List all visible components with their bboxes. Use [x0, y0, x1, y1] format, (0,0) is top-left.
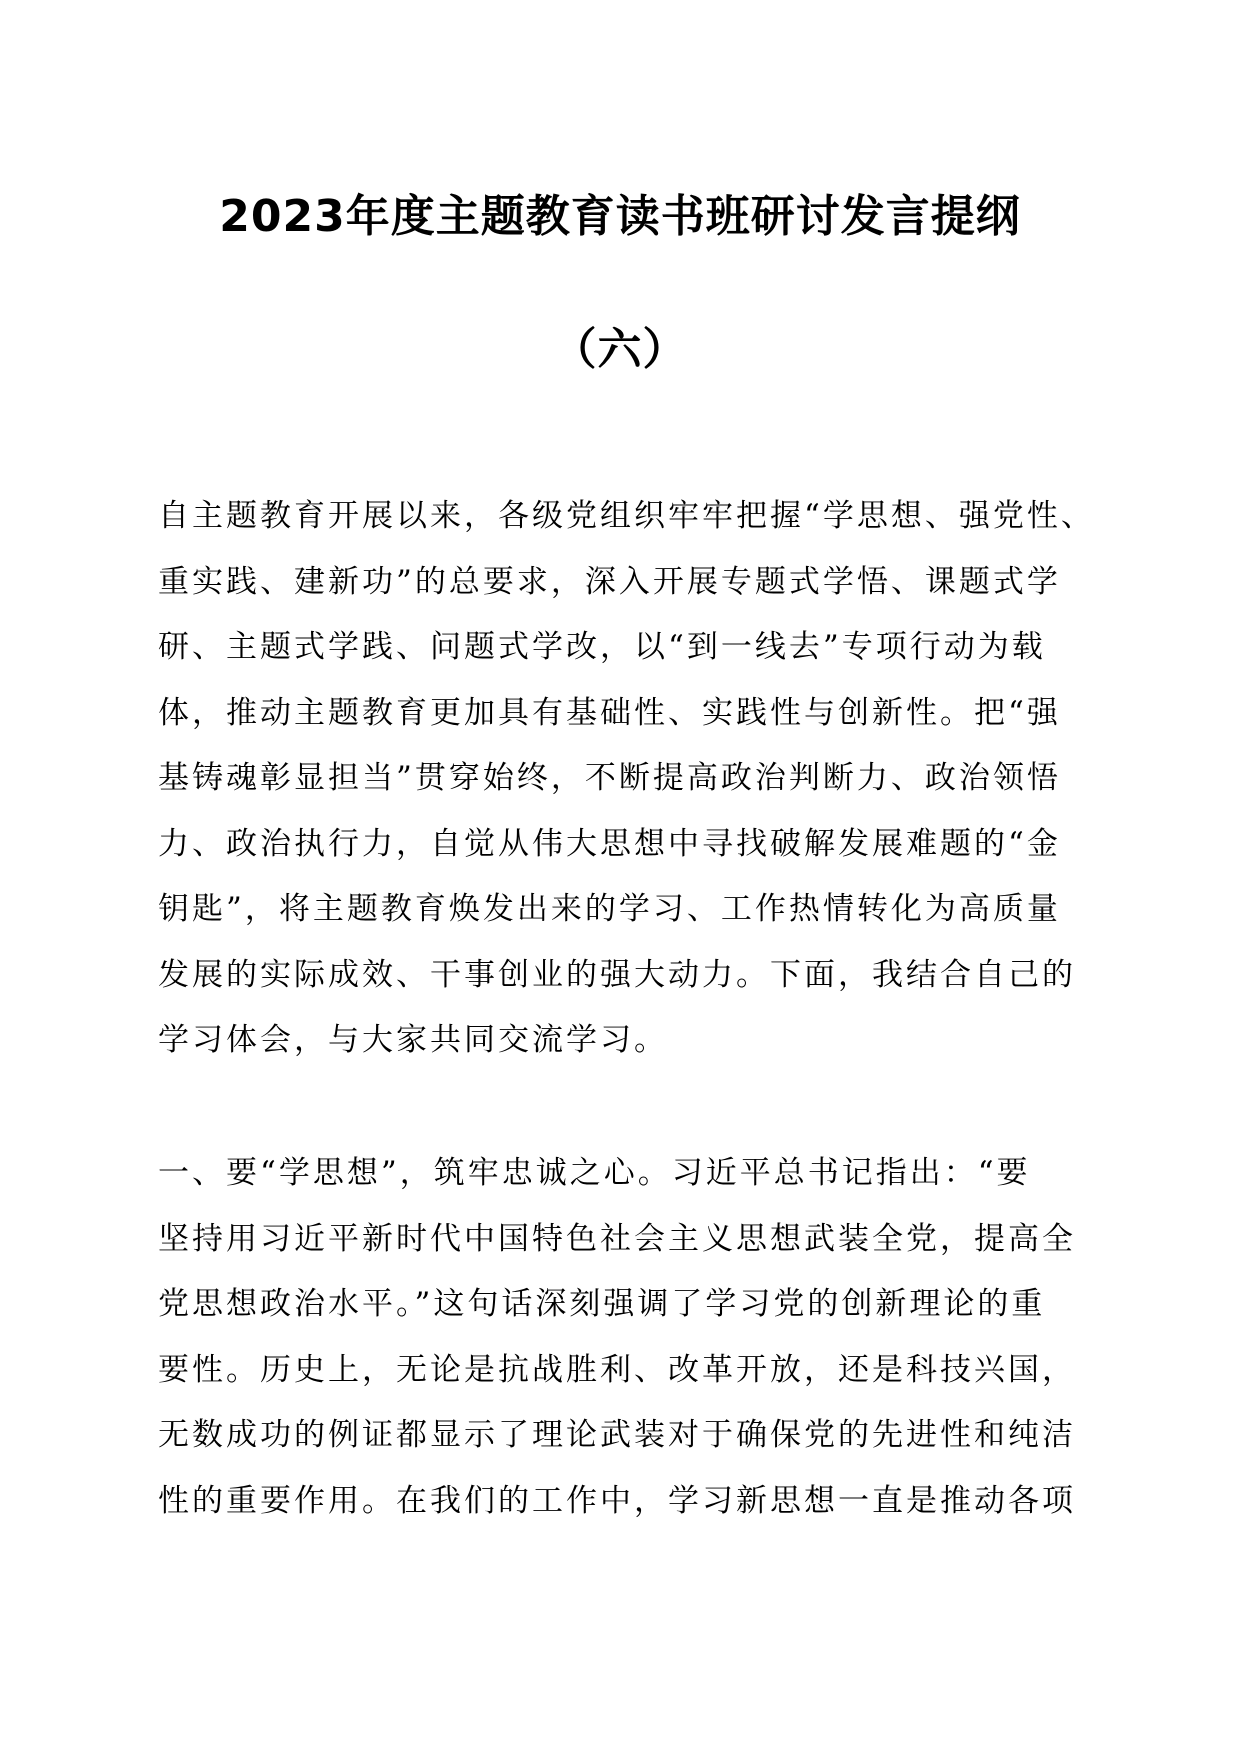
- text-line: 重实践、建新功”的总要求，深入开展专题式学悟、课题式学: [158, 563, 1061, 600]
- paragraph-intro: [158, 484, 1098, 1074]
- text-line: 体，推动主题教育更加具有基础性、实践性与创新性。把“强: [158, 694, 1061, 731]
- text-line: 无数成功的例证都显示了理论武装对于确保党的先进性和纯洁: [158, 1417, 1076, 1453]
- text-line: 坚持用习近平新时代中国特色社会主义思想武装全党，提高全: [158, 1220, 1076, 1257]
- text-line: 力、政治执行力，自觉从伟大思想中寻找破解发展难题的“金: [158, 825, 1061, 862]
- text-line: 钥匙”，将主题教育焕发出来的学习、工作热情转化为高质量: [158, 891, 1061, 927]
- text-line: 一、要“学思想”，筑牢忠诚之心。习近平总书记指出：“要: [158, 1155, 1031, 1191]
- document-title: 2023年度主题教育读书班研讨发言提纲: [219, 191, 1021, 242]
- document-subtitle: （六）: [552, 324, 688, 375]
- text-line: 党思想政治水平。”这句话深刻强调了学习党的创新理论的重: [158, 1286, 1046, 1322]
- text-line: 要性。历史上，无论是抗战胜利、改革开放，还是科技兴国，: [158, 1351, 1076, 1388]
- text-line: 性的重要作用。在我们的工作中，学习新思想一直是推动各项: [158, 1482, 1076, 1519]
- text-line: 发展的实际成效、干事创业的强大动力。下面，我结合自己的: [158, 956, 1076, 993]
- text-line: 基铸魂彰显担当”贯穿始终，不断提高政治判断力、政治领悟: [158, 760, 1061, 796]
- text-line: 自主题教育开展以来，各级党组织牢牢把握“学思想、强党性、: [158, 498, 1095, 534]
- text-line: 研、主题式学践、问题式学改，以“到一线去”专项行动为载: [158, 629, 1046, 665]
- paragraph-section-one: [158, 1141, 1098, 1534]
- text-line: 学习体会，与大家共同交流学习。: [158, 1022, 668, 1058]
